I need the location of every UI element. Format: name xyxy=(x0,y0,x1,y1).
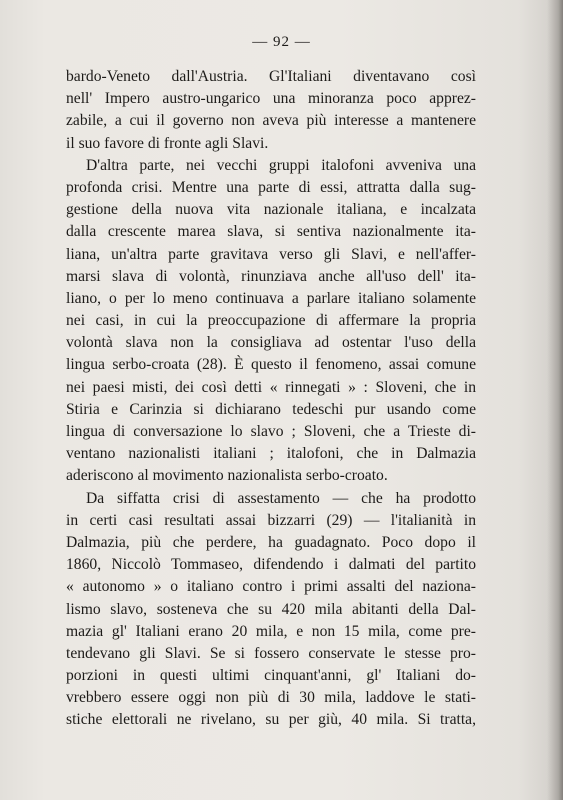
text-line: profonda crisi. Mentre una parte di essi, attratta dalla sug- xyxy=(66,178,476,196)
text-line: liano, o per lo meno continuava a parlare italiano solamente xyxy=(66,289,476,307)
page-number: — 92 — xyxy=(252,34,311,50)
text-line: lismo slavo, sosteneva che su 420 mila abitanti della Dal- xyxy=(66,600,476,618)
text-line: in certi casi resultati assai bizzarri (29) — l'italianità in xyxy=(66,511,476,529)
text-line: liana, un'altra parte gravitava verso gli Slavi, e nell'affer- xyxy=(66,245,476,263)
text-line: gestione della nuova vita nazionale italiana, e incalzata xyxy=(66,201,476,219)
text-line: aderiscono al movimento nazionalista serbo-croato. xyxy=(66,467,388,485)
text-line: Da siffatta crisi di assestamento — che ha prodotto xyxy=(86,489,476,507)
text-line: lingua di conversazione lo slavo ; Sloveni, che a Trieste di- xyxy=(66,423,476,440)
text-line: zabile, a cui il governo non aveva più interesse a mantenere xyxy=(66,112,476,130)
text-line: D'altra parte, nei vecchi gruppi italofoni avveniva una xyxy=(86,156,476,174)
text-line: marsi slava di volontà, rinunziava anche all'uso dell' ita- xyxy=(66,267,476,285)
page-edge-shadow xyxy=(547,0,563,800)
text-line: il suo favore di fronte agli Slavi. xyxy=(66,134,269,152)
text-line: ventano nazionalisti italiani ; italofoni, che in Dalmazia xyxy=(66,445,476,463)
text-line: bardo-Veneto dall'Austria. Gl'Italiani diventavano così xyxy=(66,68,476,85)
text-line: dalla crescente marea slava, si sentiva nazionalmente ita- xyxy=(66,223,476,241)
text-line: 1860, Niccolò Tommaseo, difendendo i dalmati del partito xyxy=(66,556,476,574)
text-line: nei paesi misti, dei così detti « rinnegati » : Sloveni, che in xyxy=(66,378,476,396)
text-line: Dalmazia, più che perdere, ha guadagnato. Poco dopo il xyxy=(66,533,476,551)
text-line: nei casi, in cui la preoccupazione di affermare la propria xyxy=(66,312,476,330)
text-line: tendevano gli Slavi. Se si fossero conservate le stesse pro- xyxy=(66,644,476,662)
body-text xyxy=(66,66,476,732)
text-line: mazia gl' Italiani erano 20 mila, e non 15 mila, come pre- xyxy=(66,622,476,640)
text-line: vrebbero essere oggi non più di 30 mila, laddove le stati- xyxy=(66,689,476,707)
text-line: Stiria e Carinzia si dichiarano tedeschi pur usando come xyxy=(66,400,476,418)
text-line: stiche elettorali ne rivelano, su per giù, 40 mila. Si tratta, xyxy=(66,711,476,729)
text-line: nell' Impero austro-ungarico una minoranza poco apprez- xyxy=(66,90,476,108)
text-line: lingua serbo-croata (28). È questo il fenomeno, assai comune xyxy=(66,356,476,374)
text-line: volontà slava non la consigliava ad ostentar l'uso della xyxy=(66,334,476,352)
text-line: « autonomo » o italiano contro i primi assalti del naziona- xyxy=(66,578,476,596)
text-line: porzioni in questi ultimi cinquant'anni, gl' Italiani do- xyxy=(66,667,476,685)
